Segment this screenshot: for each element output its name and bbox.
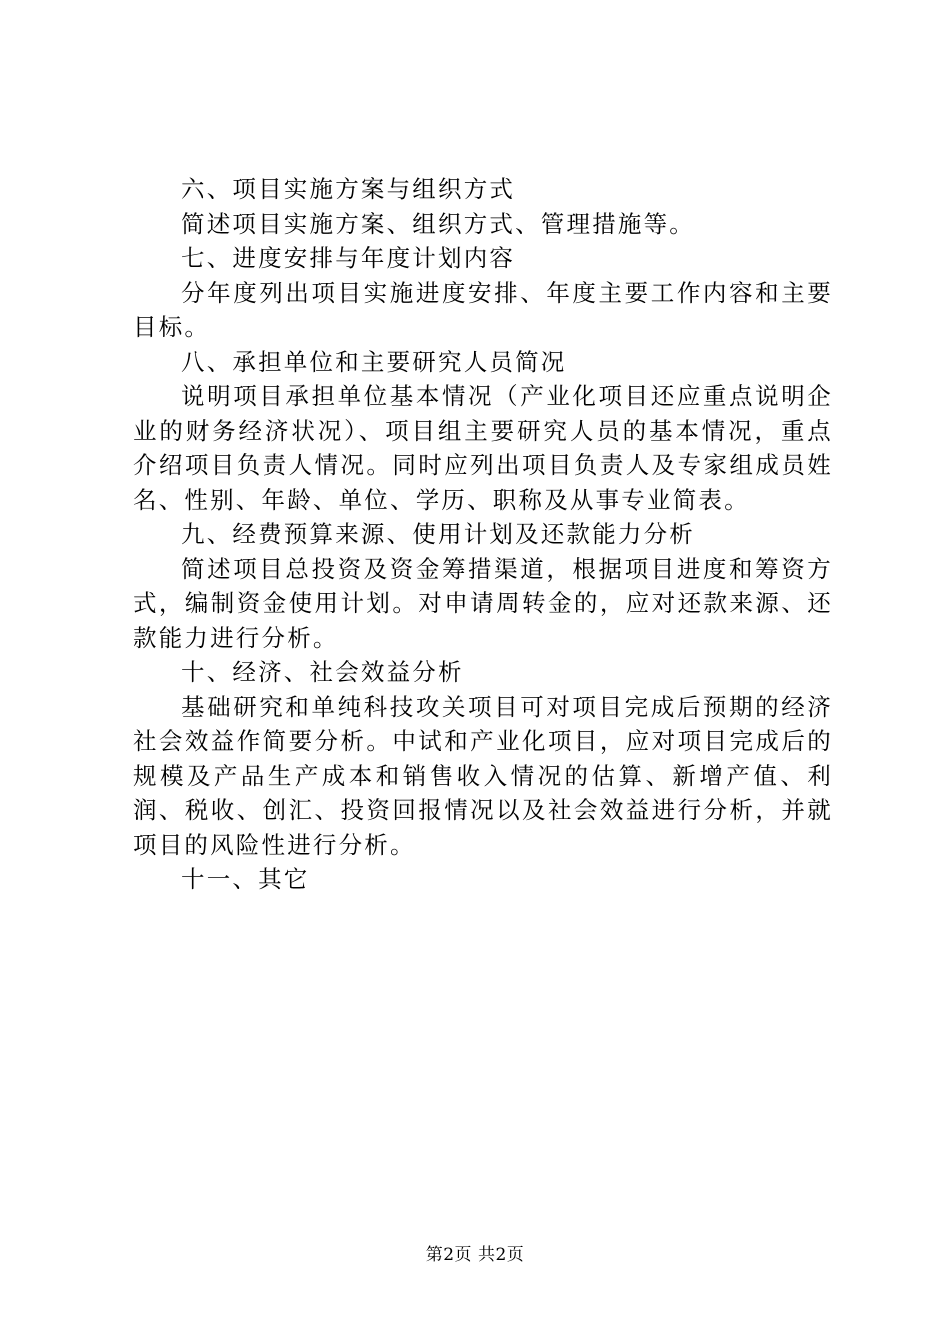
section-heading-7: 七、进度安排与年度计划内容 bbox=[181, 244, 516, 272]
section-body-6: 简述项目实施方案、组织方式、管理措施等。 bbox=[181, 209, 695, 238]
page-footer: 第2页 共2页 bbox=[425, 1245, 525, 1265]
section-heading-8: 八、承担单位和主要研究人员简况 bbox=[181, 347, 567, 376]
section-body-10: 基础研究和单纯科技攻关项目可对项目完成后预期的经济社会效益作简要分析。中试和产业化项目，应对项目完成后的规模及产品生产成本和销售收入情况的估算、新增产值、利润、税收、创汇、投资回报情况以及社会效益进行分析，并就项目的风险性进行分析。 bbox=[133, 692, 833, 859]
document-body bbox=[133, 172, 833, 897]
section-heading-11: 十一、其它 bbox=[181, 865, 310, 893]
section-heading-10: 十、经济、社会效益分析 bbox=[181, 658, 464, 686]
section-body-9: 简述项目总投资及资金筹措渠道，根据项目进度和筹资方式，编制资金使用计划。对申请周转金的，应对还款来源、还款能力进行分析。 bbox=[133, 554, 833, 652]
section-heading-6: 六、项目实施方案与组织方式 bbox=[181, 175, 516, 203]
section-body-7: 分年度列出项目实施进度安排、年度主要工作内容和主要目标。 bbox=[133, 278, 833, 341]
section-body-8: 说明项目承担单位基本情况（产业化项目还应重点说明企业的财务经济状况）、项目组主要研究人员的基本情况，重点介绍项目负责人情况。同时应列出项目负责人及专家组成员姓名、性别、年龄、单位、学历、职称及从事专业简表。 bbox=[133, 382, 833, 514]
section-heading-9: 九、经费预算来源、使用计划及还款能力分析 bbox=[181, 520, 695, 548]
